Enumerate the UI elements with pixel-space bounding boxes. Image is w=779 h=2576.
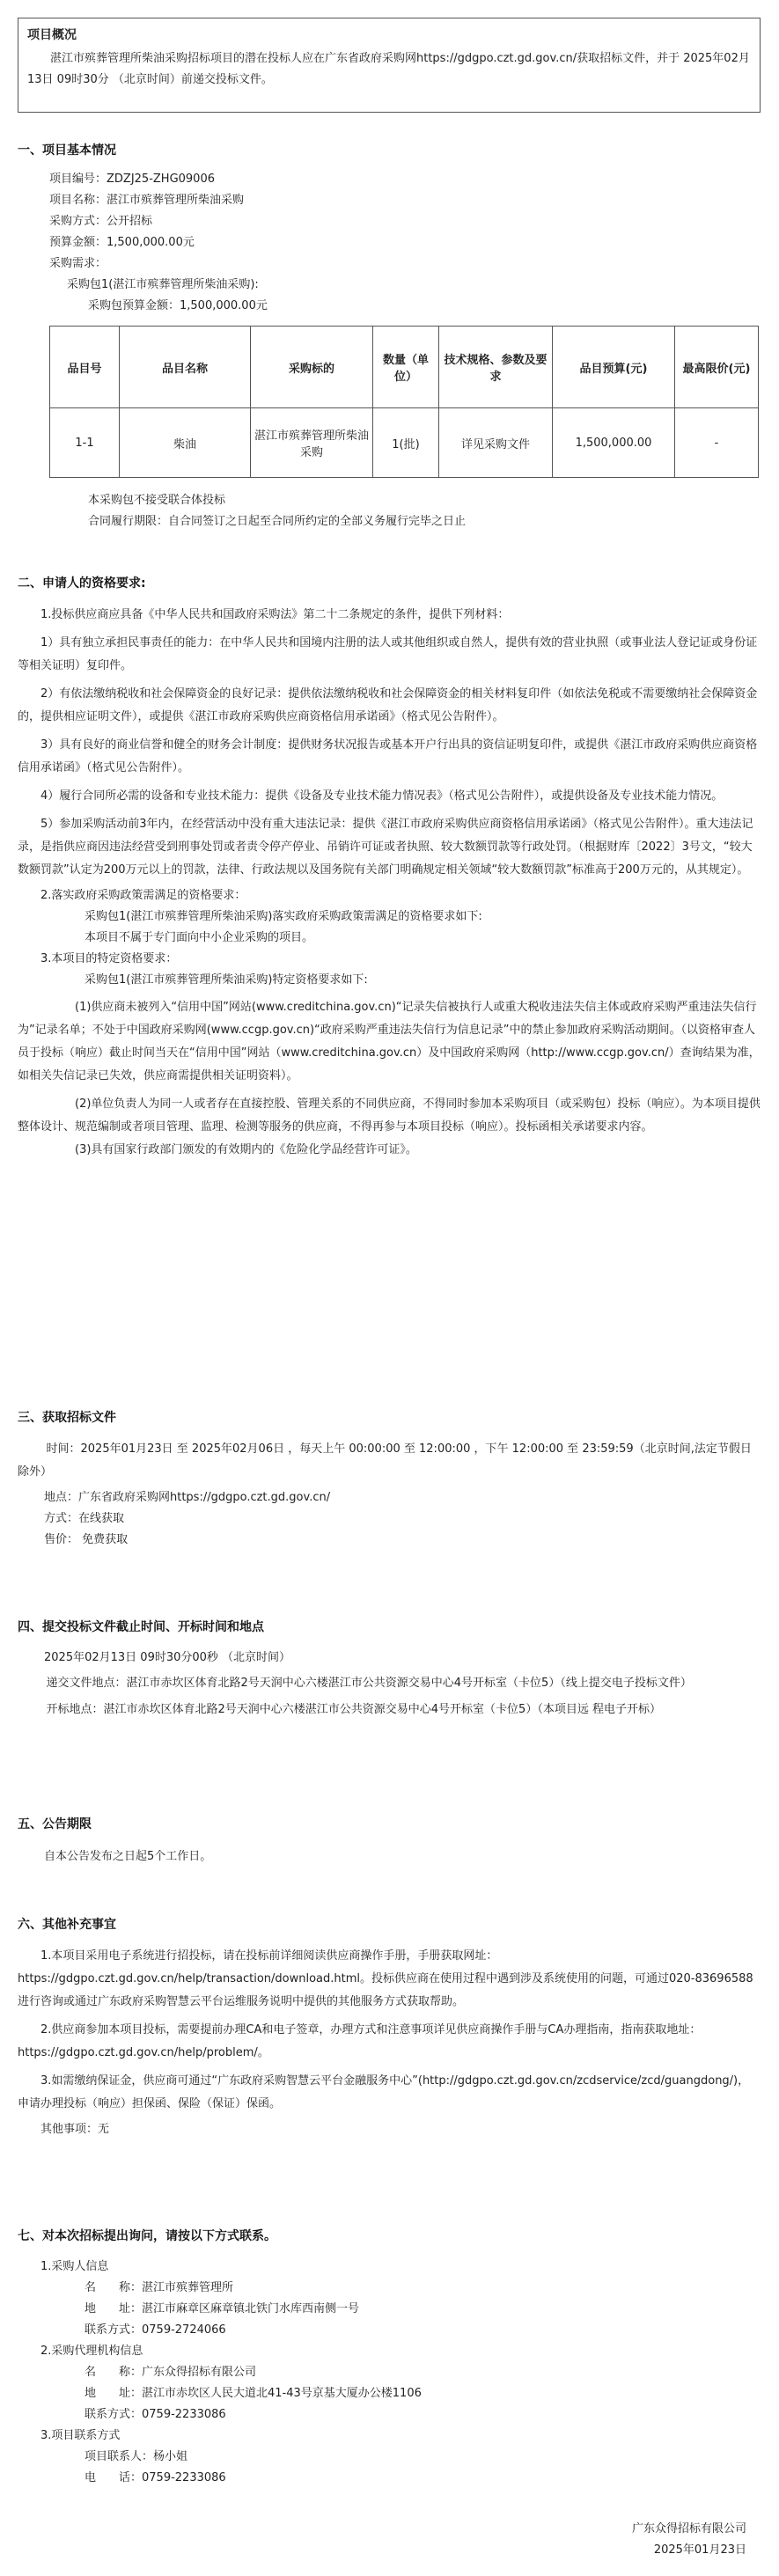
signoff bbox=[632, 2519, 746, 2561]
table-header-row bbox=[50, 327, 759, 408]
qualification-item: 3.本项目的特定资格要求： bbox=[40, 952, 178, 965]
section-other-matters bbox=[18, 1915, 761, 2140]
table-cell: 湛江市殡葬管理所柴油采购 bbox=[251, 408, 373, 478]
section-title: 二、申请人的资格要求: bbox=[18, 576, 146, 591]
table-cell: 1(批) bbox=[373, 408, 439, 478]
obtain-price: 售价： 免费获取 bbox=[44, 1533, 129, 1546]
agent-name: 名 称：广东众得招标有限公司 bbox=[85, 2366, 257, 2379]
obtain-way: 方式：在线获取 bbox=[44, 1512, 125, 1525]
procurement-method: 采购方式：公开招标 bbox=[49, 215, 153, 228]
agent-phone: 联系方式：0759-2233086 bbox=[85, 2408, 226, 2421]
qualification-item: (1)供应商未被列入“信用中国”网站(www.creditchina.gov.cn)“记录失信被执行人或重大税收违法失信主体或政府采购严重违法失信行为”记录名单；不处于中国政府采购网(www.ccgp.gov.cn)“政府采购严重违法失信行为信息记录”中的禁止参加政府采购活动期间。（以资格审查人员于投标（响应）截止时间当天在“信用中国”网站（www.creditchina.gov.cn）及中国政府采购网（http://www.ccgp.gov.cn/）查询结果为准，如相关失信记录已失效，供应商需提供相关证明资料）。 bbox=[18, 1001, 761, 1083]
contact-phone: 电 话：0759-2233086 bbox=[85, 2471, 226, 2484]
qualification-item: 1.投标供应商应具备《中华人民共和国政府采购法》第二十二条规定的条件，提供下列材料： bbox=[40, 608, 510, 621]
summary-title: 项目概况 bbox=[27, 28, 77, 42]
section-qualifications bbox=[18, 574, 761, 1162]
table-cell: 1,500,000.00 bbox=[553, 408, 675, 478]
buyer-name: 名 称：湛江市殡葬管理所 bbox=[85, 2281, 234, 2294]
other-item: 其他事项：无 bbox=[40, 2123, 110, 2136]
table-header: 最高限价(元) bbox=[675, 327, 759, 408]
no-consortium-note: 本采购包不接受联合体投标 bbox=[88, 494, 226, 507]
section-title: 三、获取招标文件 bbox=[18, 1411, 116, 1425]
section-title: 六、其他补充事宜 bbox=[18, 1918, 116, 1932]
section-deadline bbox=[18, 1618, 761, 1721]
qualification-item: 4）履行合同所必需的设备和专业技术能力：提供《设备及专业技术能力情况表》（格式见公告附件），或提供设备及专业技术能力情况。 bbox=[40, 789, 724, 803]
deadline-time: 2025年02月13日 09时30分00秒 （北京时间） bbox=[44, 1651, 291, 1664]
other-item: 3.如需缴纳保证金，供应商可通过“广东政府采购智慧云平台金融服务中心”(http://gdgpo.czt.gd.gov.cn/zcdservice/zcd/guangdong/)，申请办理投标（响应）担保函、保险（保证）保函。 bbox=[18, 2074, 750, 2110]
buyer-title: 1.采购人信息 bbox=[40, 2260, 109, 2273]
table-header: 品目名称 bbox=[120, 327, 251, 408]
summary-text: 湛江市殡葬管理所柴油采购招标项目的潜在投标人应在广东省政府采购网https://gdgpo.czt.gd.gov.cn/获取招标文件，并于 2025年02月13日 09时30分 （北京时间）前递交投标文件。 bbox=[27, 52, 750, 86]
package-budget: 采购包预算金额：1,500,000.00元 bbox=[88, 299, 268, 312]
table-cell: 柴油 bbox=[120, 408, 251, 478]
section-basic-info bbox=[18, 141, 761, 532]
table-header: 品目预算(元) bbox=[553, 327, 675, 408]
signoff-org: 广东众得招标有限公司 bbox=[631, 2522, 746, 2536]
section-title: 七、对本次招标提出询问，请按以下方式联系。 bbox=[18, 2229, 276, 2243]
open-place: 开标地点：湛江市赤坎区体育北路2号天润中心六楼湛江市公共资源交易中心4号开标室（卡位5）（本项目远 程电子开标） bbox=[46, 1703, 661, 1716]
procurement-demand: 采购需求： bbox=[49, 257, 107, 270]
qualification-item: 2.落实政府采购政策需满足的资格要求： bbox=[40, 889, 246, 902]
table-cell: 1-1 bbox=[50, 408, 120, 478]
section-notice-period bbox=[18, 1815, 761, 1868]
project-name: 项目名称：湛江市殡葬管理所柴油采购 bbox=[49, 194, 245, 207]
agent-address: 地 址：湛江市赤坎区人民大道北41-43号京基大厦办公楼1106 bbox=[85, 2387, 422, 2400]
qualification-item: 3）具有良好的商业信誉和健全的财务会计制度：提供财务状况报告或基本开户行出具的资信证明复印件，或提供《湛江市政府采购供应商资格信用承诺函》（格式见公告附件）。 bbox=[18, 738, 758, 774]
section-title: 一、项目基本情况 bbox=[18, 143, 116, 158]
qualification-item: 采购包1(湛江市殡葬管理所柴油采购)特定资格要求如下: bbox=[85, 973, 368, 987]
qualification-item: 本项目不属于专门面向中小企业采购的项目。 bbox=[85, 931, 314, 944]
items-table bbox=[49, 326, 759, 478]
submit-place: 递交文件地点：湛江市赤坎区体育北路2号天润中心六楼湛江市公共资源交易中心4号开标室（卡位5）（线上提交电子投标文件） bbox=[46, 1677, 692, 1690]
table-cell: - bbox=[675, 408, 759, 478]
obtain-time: 时间：2025年01月23日 至 2025年02月06日 ，每天上午 00:00:00 至 12:00:00 ，下午 12:00:00 至 23:59:59（北京时间,法定节假日除外） bbox=[18, 1442, 752, 1479]
other-item: 1.本项目采用电子系统进行招投标，请在投标前详细阅读供应商操作手册，手册获取网址：https://gdgpo.czt.gd.gov.cn/help/transaction/download.html。投标供应商在使用过程中遇到涉及系统使用的问题，可通过020-83696588 进行咨询或通过广东政府采购智慧云平台运维服务说明中提供的其他服务方式获取帮助。 bbox=[18, 1949, 753, 2008]
section-obtain-documents bbox=[18, 1408, 761, 1551]
table-row bbox=[50, 408, 759, 478]
contact-person: 项目联系人：杨小姐 bbox=[85, 2450, 188, 2463]
qualification-item: 1）具有独立承担民事责任的能力：在中华人民共和国境内注册的法人或其他组织或自然人，提供有效的营业执照（或事业法人登记证或身份证等相关证明）复印件。 bbox=[18, 636, 758, 672]
buyer-phone: 联系方式：0759-2724066 bbox=[85, 2323, 226, 2337]
obtain-place: 地点：广东省政府采购网https://gdgpo.czt.gd.gov.cn/ bbox=[44, 1491, 331, 1504]
other-item: 2.供应商参加本项目投标，需要提前办理CA和电子签章，办理方式和注意事项详见供应商操作手册与CA办理指南，指南获取地址：https://gdgpo.czt.gd.gov.cn/help/problem/。 bbox=[18, 2023, 702, 2059]
package-title: 采购包1(湛江市殡葬管理所柴油采购): bbox=[67, 278, 259, 291]
qualification-item: 采购包1(湛江市殡葬管理所柴油采购)落实政府采购政策需满足的资格要求如下: bbox=[85, 910, 482, 923]
table-header: 品目号 bbox=[50, 327, 120, 408]
table-header: 数量（单位） bbox=[373, 327, 439, 408]
project-summary-box bbox=[18, 18, 761, 113]
qualification-item: (3)具有国家行政部门颁发的有效期内的《危险化学品经营许可证》。 bbox=[75, 1143, 417, 1156]
qualification-item: (2)单位负责人为同一人或者存在直接控股、管理关系的不同供应商，不得同时参加本采购项目（或采购包）投标（响应）。为本项目提供整体设计、规范编制或者项目管理、监理、检测等服务的供应商，不得再参与本项目投标（响应）。投标函相关承诺要求内容。 bbox=[18, 1097, 761, 1134]
table-header: 采购标的 bbox=[251, 327, 373, 408]
qualification-item: 2）有依法缴纳税收和社会保障资金的良好记录：提供依法缴纳税收和社会保障资金的相关材料复印件（如依法免税或不需要缴纳社会保障资金的，提供相应证明文件），或提供《湛江市政府采购供应商资格信用承诺函》（格式见公告附件）。 bbox=[18, 687, 758, 723]
buyer-address: 地 址：湛江市麻章区麻章镇北铁门水库西南侧一号 bbox=[85, 2302, 360, 2315]
contract-period: 合同履行期限：自合同签订之日起至合同所约定的全部义务履行完毕之日止 bbox=[88, 515, 467, 528]
project-number: 项目编号：ZDZJ25-ZHG09006 bbox=[49, 172, 215, 186]
section-contacts bbox=[18, 2227, 761, 2489]
qualification-item: 5）参加采购活动前3年内，在经营活动中没有重大违法记录：提供《湛江市政府采购供应商资格信用承诺函》（格式见公告附件）。重大违法记录，是指供应商因违法经营受到刑事处罚或者责令停产停业、吊销许可证或者执照、较大数额罚款等行政处罚。（根据财库〔2022〕3号文，“较大数额罚款”认定为200万元以上的罚款，法律、行政法规以及国务院有关部门明确规定相关领域“较大数额罚款”标准高于200万元的，从其规定）。 bbox=[18, 818, 753, 877]
notice-period-text: 自本公告发布之日起5个工作日。 bbox=[44, 1850, 212, 1863]
agent-title: 2.采购代理机构信息 bbox=[40, 2345, 143, 2358]
section-title: 四、提交投标文件截止时间、开标时间和地点 bbox=[18, 1620, 264, 1634]
signoff-date: 2025年01月23日 bbox=[653, 2543, 746, 2557]
section-title: 五、公告期限 bbox=[18, 1817, 92, 1831]
budget-amount: 预算金额：1,500,000.00元 bbox=[49, 236, 195, 249]
table-header: 技术规格、参数及要求 bbox=[439, 327, 553, 408]
contact-title: 3.项目联系方式 bbox=[40, 2429, 121, 2442]
table-cell: 详见采购文件 bbox=[439, 408, 553, 478]
